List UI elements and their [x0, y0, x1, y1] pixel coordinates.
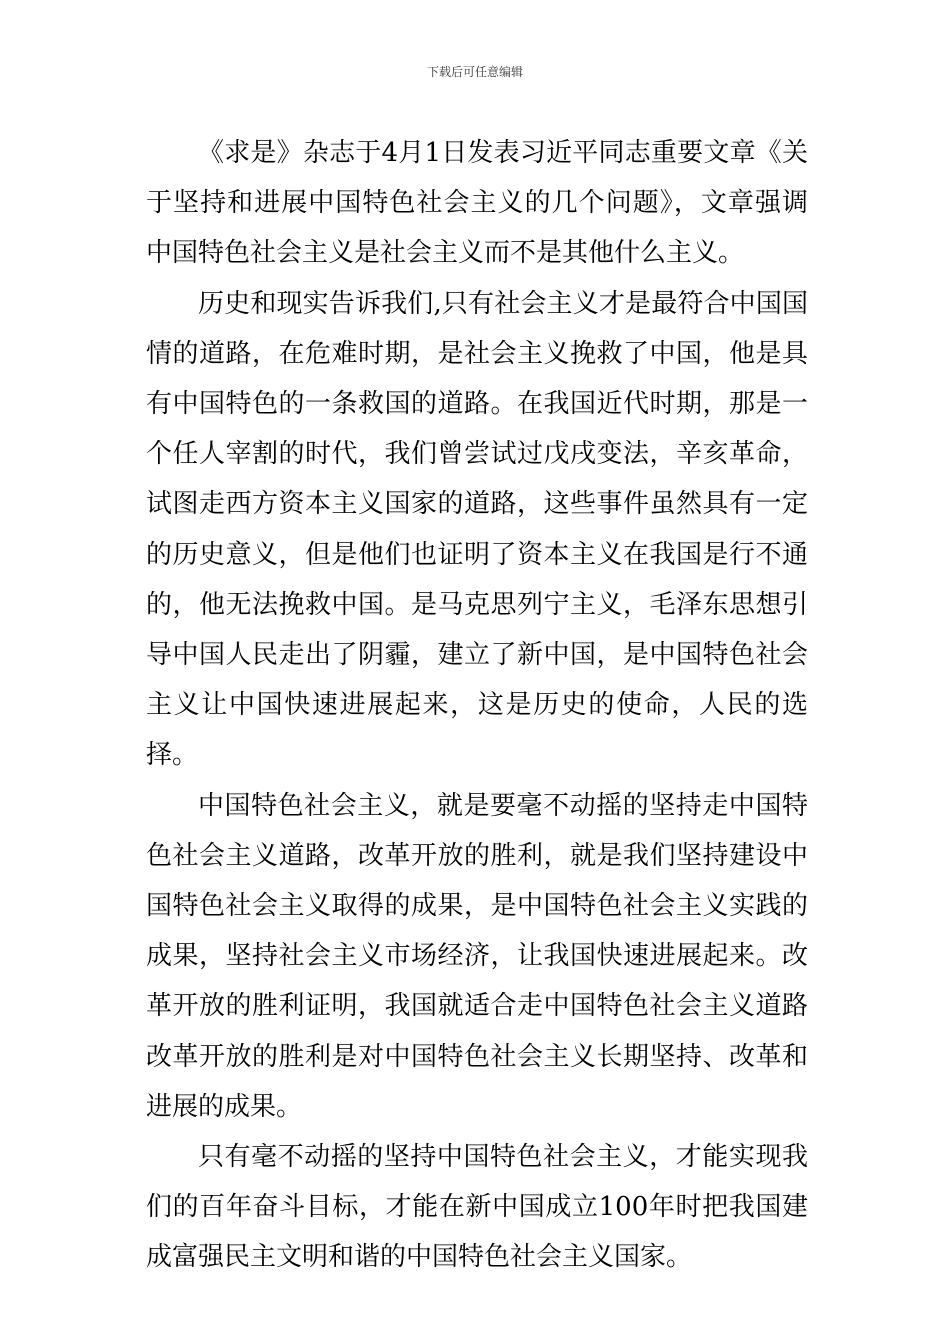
paragraph-1: 《求是》杂志于4月1日发表习近平同志重要文章《关于坚持和进展中国特色社会主义的几个问题》，文章强调中国特色社会主义是社会主义而不是其他什么主义。: [146, 138, 808, 269]
paragraph-2: 历史和现实告诉我们,只有社会主义才是最符合中国国情的道路，在危难时期，是社会主义挽救了中国，他是具有中国特色的一条救国的道路。在我国近代时期，那是一个任人宰割的时代，我们曾尝试过戊戌变法，辛亥革命，试图走西方资本主义国家的道路，这些事件虽然具有一定的历史意义，但是他们也证明了资本主义在我国是行不通的，他无法挽救中国。是马克思列宁主义，毛泽东思想引导中国人民走出了阴霾，建立了新中国，是中国特色社会主义让中国快速进展起来，这是历史的使命，人民的选择。: [146, 288, 808, 771]
header-note: 下载后可任意编辑: [426, 65, 523, 79]
document-body: [146, 128, 808, 1283]
paragraph-3: 中国特色社会主义，就是要毫不动摇的坚持走中国特色社会主义道路，改革开放的胜利，就是我们坚持建设中国特色社会主义取得的成果，是中国特色社会主义实践的成果，坚持社会主义市场经济，让我国快速进展起来。改革开放的胜利证明，我国就适合走中国特色社会主义道路改革开放的胜利是对中国特色社会主义长期坚持、改革和进展的成果。: [146, 790, 808, 1122]
paragraph-4: 只有毫不动摇的坚持中国特色社会主义，才能实现我们的百年奋斗目标，才能在新中国成立100年时把我国建成富强民主文明和谐的中国特色社会主义国家。: [146, 1142, 808, 1273]
